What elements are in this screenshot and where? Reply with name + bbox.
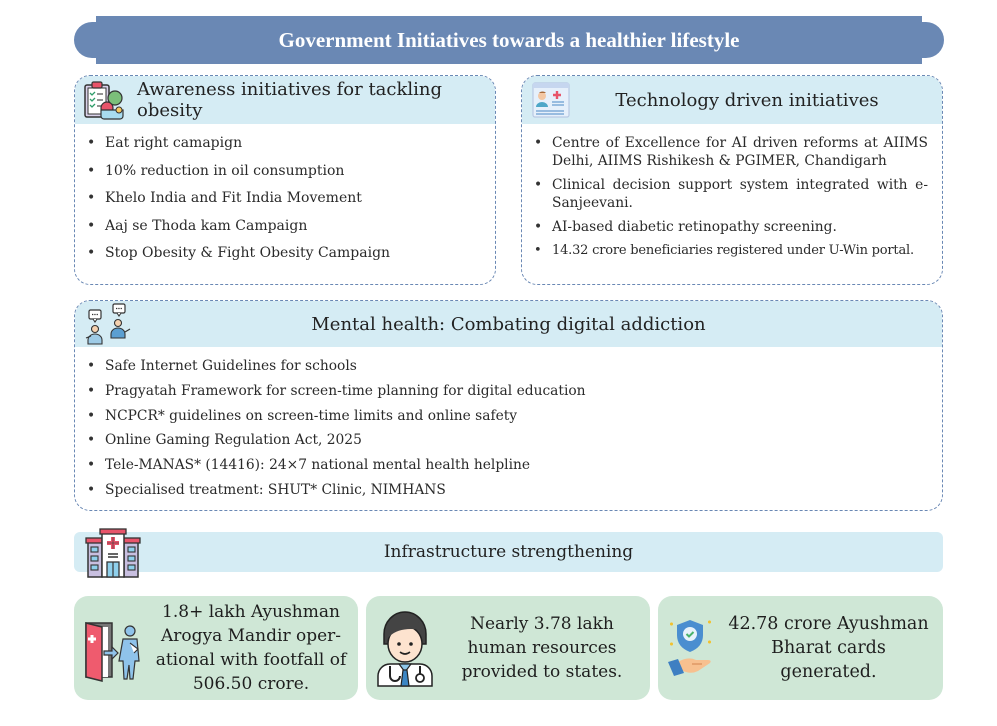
medical-record-icon [530,80,572,120]
list-item: • Aaj se Thoda kam Campaign [75,217,495,236]
list-item: • Eat right camapign [75,134,495,153]
technology-card-title: Technology driven initiatives [615,89,879,111]
stat-card-arogya-mandir [74,596,358,700]
list-item: • Specialised treatment: SHUT* Clinic, NIMHANS [75,481,942,500]
list-item: • 14.32 crore beneficiaries registered under U-Win portal. [522,242,928,260]
stat-card-human-resources [366,596,650,700]
infrastructure-title: Infrastructure strengthening [383,542,634,562]
list-item: • 10% reduction in oil consumption [75,162,495,181]
list-item: • Pragyatah Framework for screen-time planning for digital education [75,382,942,401]
stat-text: 42.78 crore Ayushman Bharat cards generated. [728,614,929,682]
hospital-building-icon [84,527,142,579]
technology-card [521,75,943,285]
patient-entering-door-icon [80,613,150,683]
mental-health-card-title: Mental health: Combating digital addiction [311,313,706,335]
technology-card-header [522,76,942,124]
list-item: • NCPCR* guidelines on screen-time limits and online safety [75,407,942,426]
list-item: • Stop Obesity & Fight Obesity Campaign [75,244,495,263]
counselling-people-icon [83,302,133,346]
awareness-card [74,75,496,285]
awareness-list [75,124,495,263]
list-item: • Tele-MANAS* (14416): 24×7 national mental health helpline [75,456,942,475]
title-banner [74,16,944,64]
technology-list [522,124,942,260]
mental-health-list [75,347,942,500]
awareness-card-title: Awareness initiatives for tackling obesity [137,79,443,121]
list-item: • Khelo India and Fit India Movement [75,189,495,208]
infrastructure-header [74,532,943,572]
hand-shield-icon [664,616,722,680]
stat-text: 1.8+ lakh Ayushman Arogya Mandir oper-ational with footfall of 506.50 crore. [155,602,347,694]
mental-health-card [74,300,943,511]
stat-text: Nearly 3.78 lakh human resources provided to states. [461,614,623,682]
list-item: • Centre of Excellence for AI driven reforms at AIIMS Delhi, AIIMS Rishikesh & PGIMER, Chandigarh [522,134,928,170]
list-item: • Safe Internet Guidelines for schools [75,357,942,376]
page-title: Government Initiatives towards a healthier lifestyle [278,27,740,52]
awareness-card-header [75,76,495,124]
list-item: • AI-based diabetic retinopathy screening. [522,218,928,236]
stat-card-ayushman-cards [658,596,943,700]
mental-health-card-header [75,301,942,347]
clipboard-diet-icon [83,80,125,120]
list-item: • Online Gaming Regulation Act, 2025 [75,431,942,450]
doctor-icon [372,608,438,688]
list-item: • Clinical decision support system integrated with e-Sanjeevani. [522,176,928,212]
